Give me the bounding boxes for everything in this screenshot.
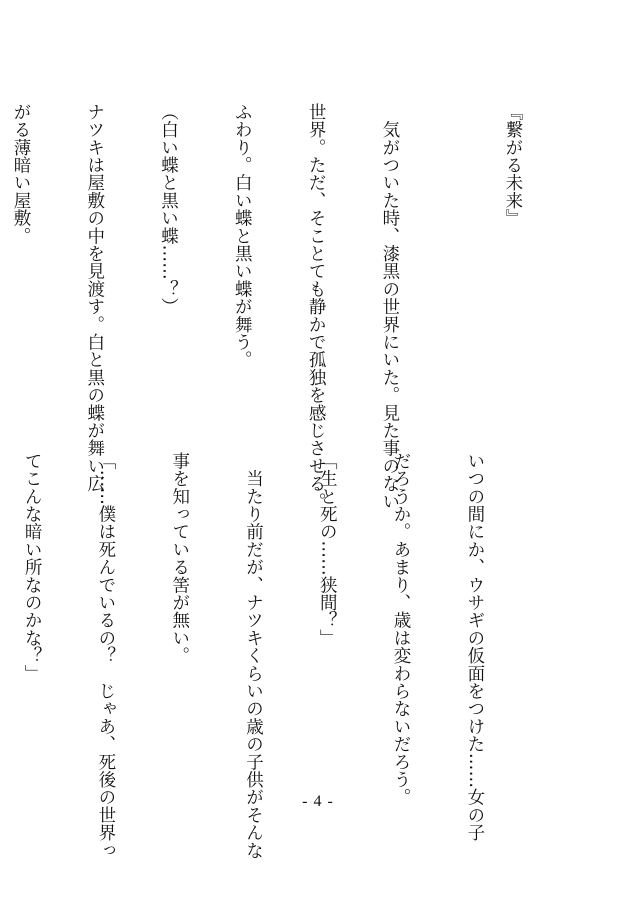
text-line: 世界。ただ、そことても静かで孤独を感じさせる。 [306,103,327,511]
text-line: 「……僕は死んでいるの？ じゃあ、死後の世界っ [95,452,116,860]
text-line: 当たり前だが、ナツキくらいの歳の子供がそんな [243,452,264,860]
text-line: 「生と死の……狭間？」 [317,452,338,647]
page-number: - 4 - [302,793,334,810]
text-line: いつの間にか、ウサギの仮面をつけた……女の子 [464,452,485,842]
text-line: 事を知っている筈が無い。 [169,452,190,665]
text-line: ナツキは屋敷の中を見渡す。白と黒の蝶が舞い広 [84,103,105,493]
title-line: 『繋がる未来』 [502,103,523,227]
text-line: 気がついた時、漆黒の世界にいた。見た事のない [379,103,400,511]
text-line: ふわり。白い蝶と黒い蝶が舞う。 [232,103,253,369]
text-line: （白い蝶と黒い蝶……？） [158,103,179,316]
text-line: がる薄暗い屋敷。 [10,103,31,245]
bottom-text-block [22,452,536,860]
top-text-block [10,103,574,511]
text-line: てこんな暗い所なのかな？」 [22,452,43,683]
text-line: だろうか。あまり、歳は変わらないだろう。 [391,452,412,806]
